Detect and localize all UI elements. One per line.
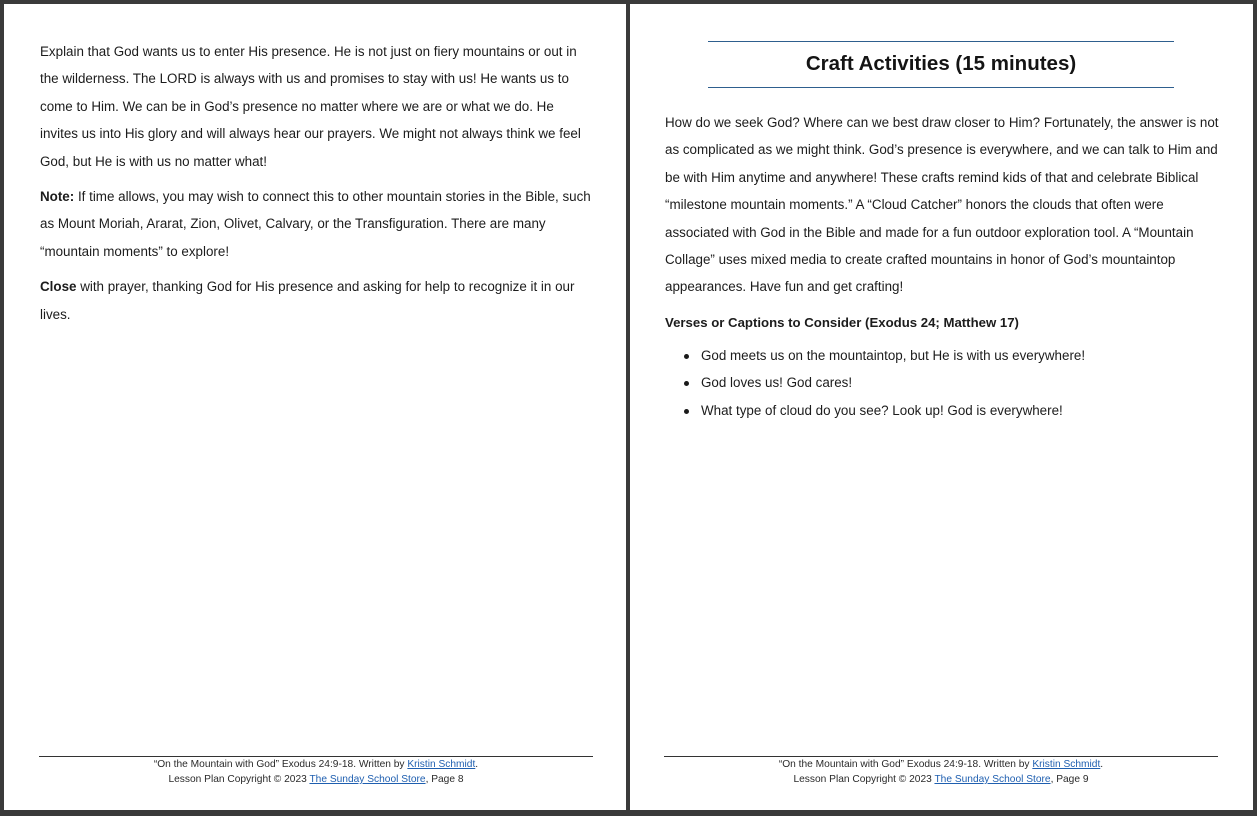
copyright-text: Lesson Plan Copyright © 2023 [793, 774, 935, 785]
paragraph-text: with prayer, thanking God for His presence and asking for help to recognize it in our lives. [40, 279, 575, 322]
footer-punct: . [1100, 759, 1104, 770]
paragraph-text: Explain that God wants us to enter His presence. He is not just on fiery mountains or out in the wilderness. The LORD is always with us and promises to stay with us! He wants us to come to Him. We can be in God’s presence no matter where we are or what we do. He invites us into His glory and will always hear our prayers. We might not always think we feel God, but He is with us no matter what! [40, 44, 581, 169]
footer-punct: . [475, 759, 479, 770]
document-page-9 [630, 4, 1253, 810]
page-footer [664, 756, 1218, 787]
close-paragraph [40, 273, 592, 328]
author-link[interactable]: Kristin Schmidt [407, 759, 476, 770]
paragraph-lead: Note: [40, 189, 75, 205]
bullet-icon [684, 381, 689, 386]
footer-copyright-line [664, 772, 1218, 787]
note-paragraph [40, 183, 592, 265]
list-item-text: God meets us on the mountaintop, but He is with us everywhere! [701, 347, 1086, 363]
bullet-icon [684, 354, 689, 359]
paragraph-text: If time allows, you may wish to connect this to other mountain stories in the Bible, such as Mount Moriah, Ararat, Zion, Olivet, Calvary, or the Transfiguration. There are many “mountain moments” to explore! [40, 189, 591, 259]
list-item-text: What type of cloud do you see? Look up! God is everywhere! [701, 403, 1063, 419]
list-item [701, 397, 1221, 425]
footer-title-text: “On the Mountain with God” Exodus 24:9-18. Written by [153, 759, 408, 770]
list-item-text: God loves us! God cares! [701, 375, 853, 391]
paragraph-lead: Close [40, 279, 77, 295]
intro-paragraph: How do we seek God? Where can we best draw closer to Him? Fortunately, the answer is not as complicated as we might think. God’s presence is everywhere, and we can talk to Him and be with Him anytime and anywhere! These crafts remind kids of that and celebrate Biblical “milestone mountain moments.” A “Cloud Catcher” honors the clouds that often were associated with God in the Bible and made for a fun outdoor exploration tool. A “Mountain Collage” uses mixed media to create crafted mountains in honor of God’s mountaintop appearances. Have fun and get crafting! [665, 115, 1219, 295]
captions-list [665, 342, 1221, 425]
section-heading: Craft Activities (15 minutes) [805, 52, 1077, 75]
document-page-8 [4, 4, 626, 810]
explain-paragraph [40, 38, 592, 175]
verses-subheading: Verses or Captions to Consider (Exodus 24; Matthew 17) [665, 314, 1019, 330]
footer-title-text: “On the Mountain with God” Exodus 24:9-18. Written by [778, 759, 1033, 770]
page-footer [39, 756, 593, 787]
page-body [665, 109, 1221, 425]
page-number: , Page 8 [425, 774, 464, 785]
bullet-icon [684, 409, 689, 414]
footer-credit-line [39, 757, 593, 772]
author-link[interactable]: Kristin Schmidt [1032, 759, 1101, 770]
footer-copyright-line [39, 772, 593, 787]
copyright-text: Lesson Plan Copyright © 2023 [168, 774, 310, 785]
heading-bottom-rule [708, 87, 1174, 88]
section-heading-block [708, 41, 1174, 88]
list-item [701, 342, 1221, 370]
list-item [701, 369, 1221, 397]
footer-credit-line [664, 757, 1218, 772]
page-body [40, 38, 592, 336]
store-link[interactable]: The Sunday School Store [309, 774, 426, 785]
store-link[interactable]: The Sunday School Store [934, 774, 1051, 785]
page-number: , Page 9 [1050, 774, 1089, 785]
